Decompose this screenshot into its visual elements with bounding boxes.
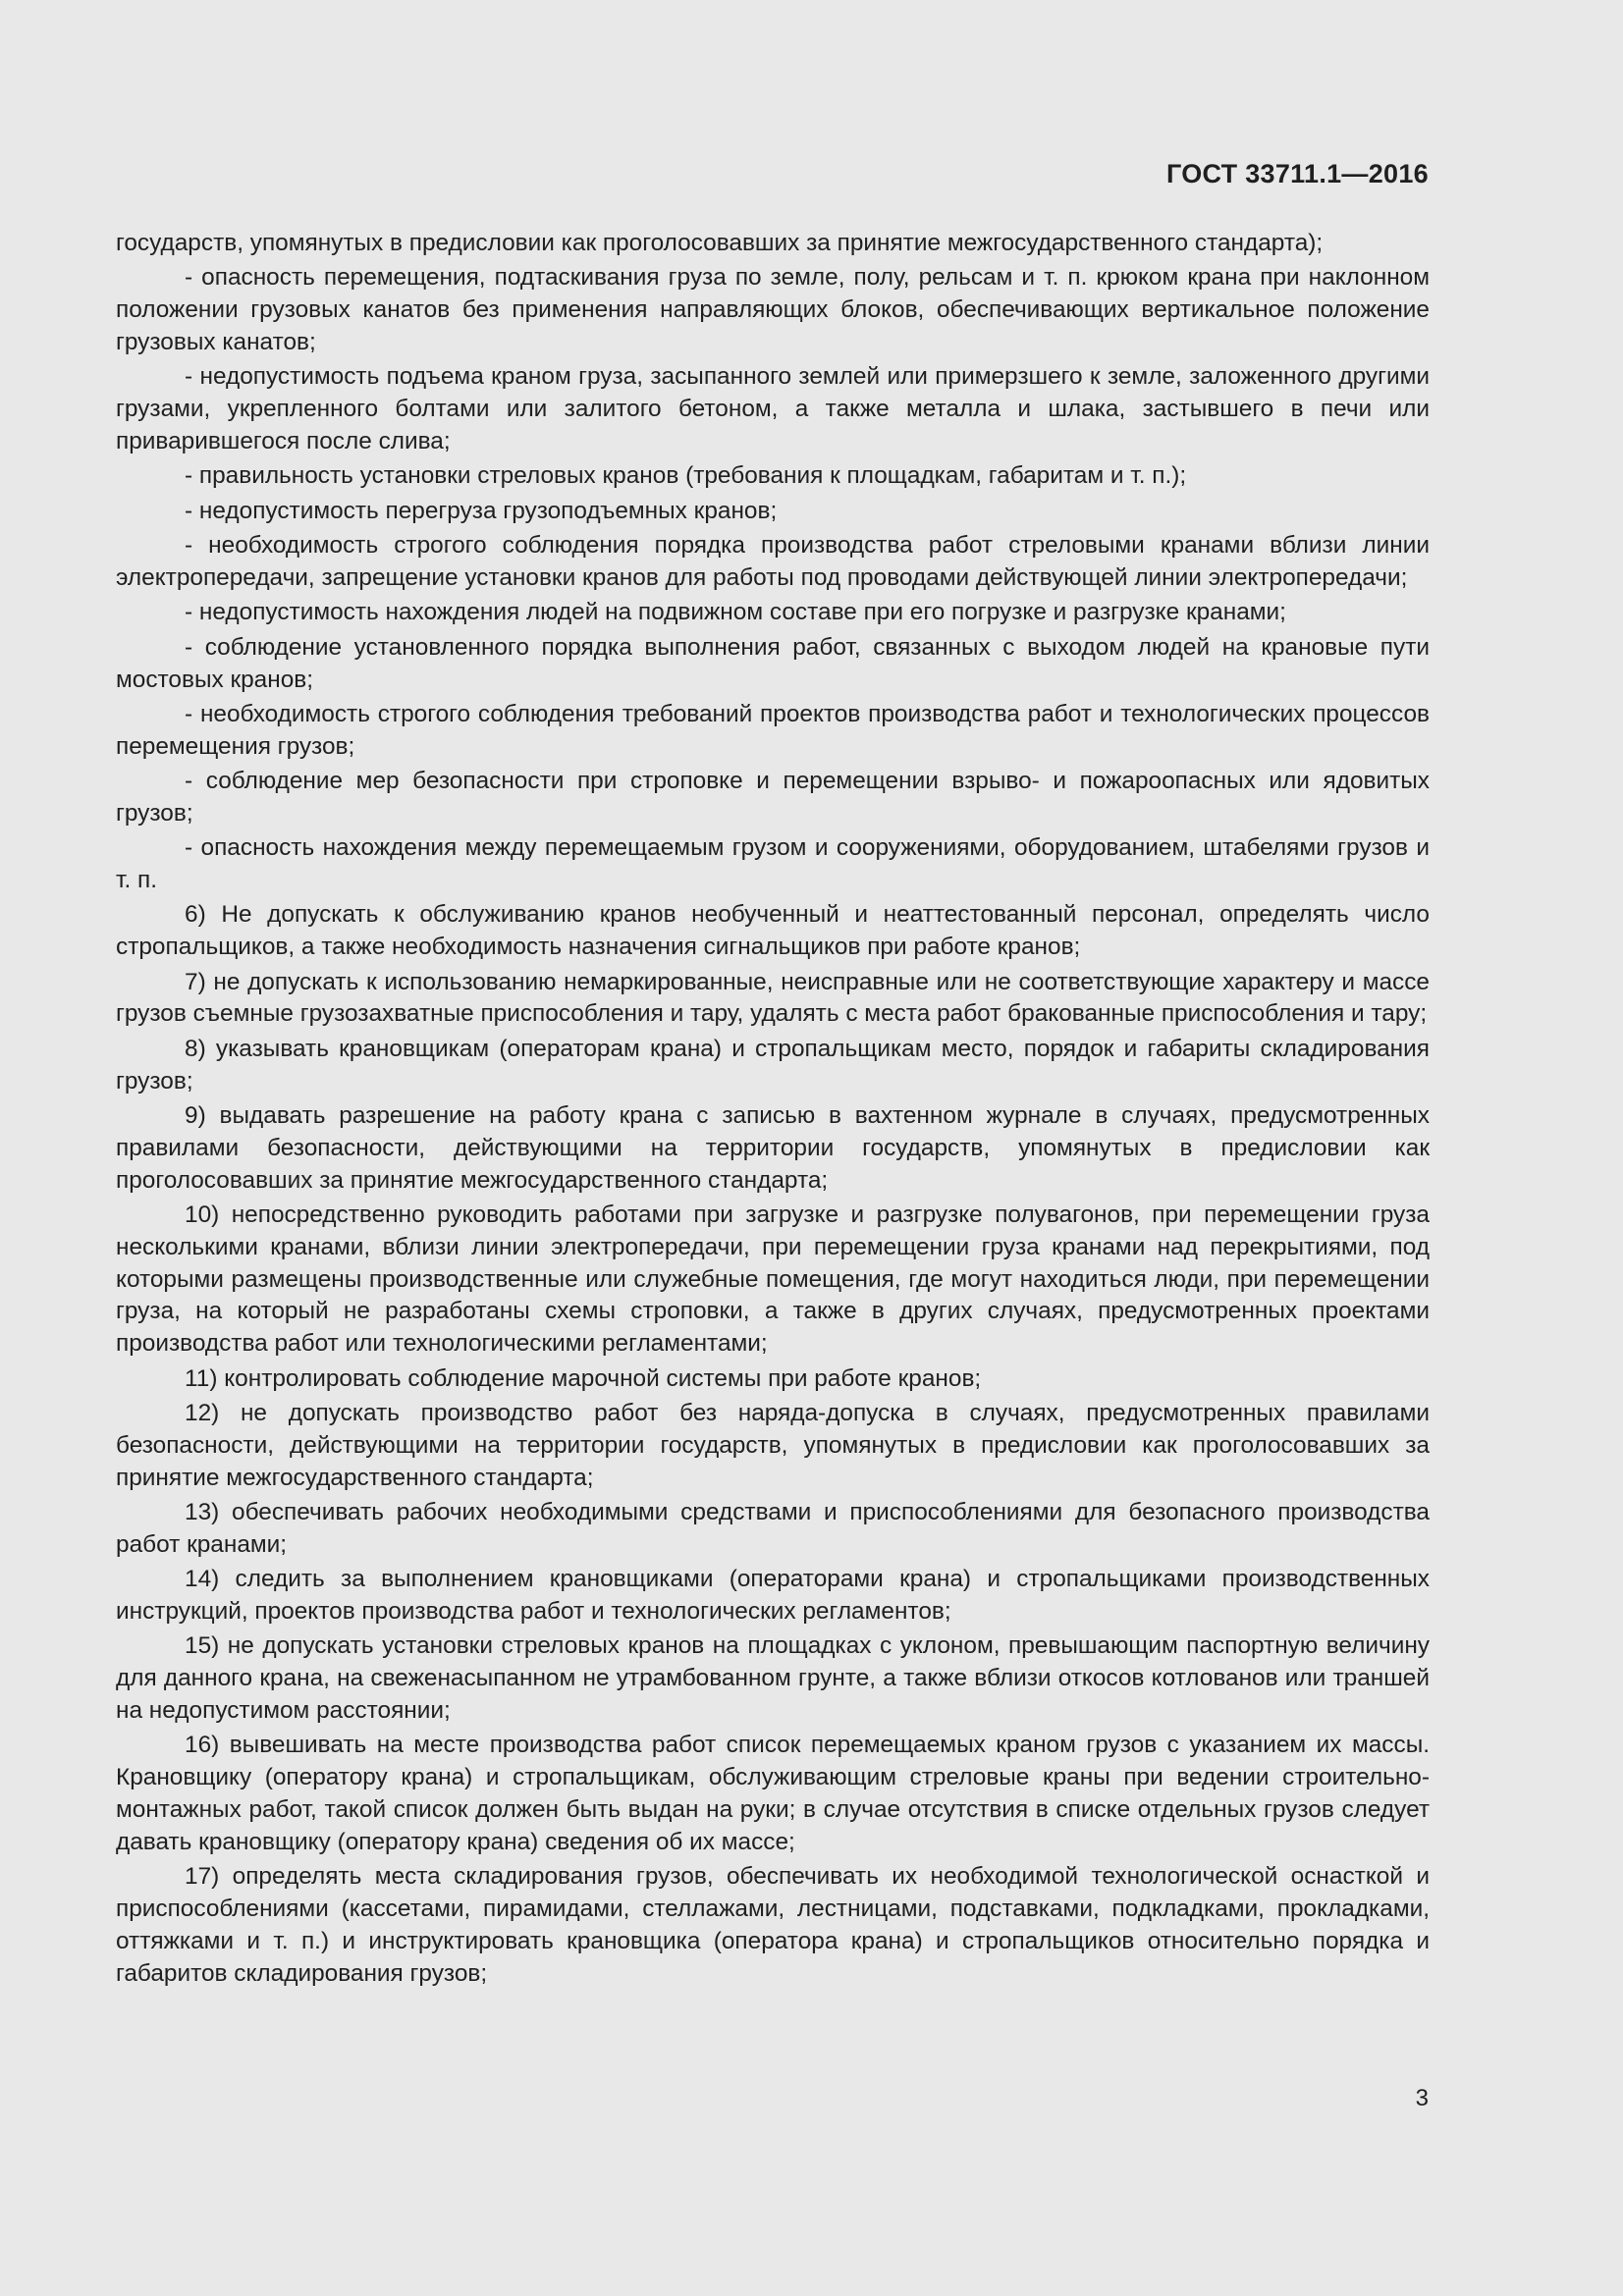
numbered-item: 12) не допускать производство работ без наряда-допуска в случаях, предусмотренных правилами безопасности, действующими на территории государств, упомянутых в предисловии как проголосовавших за принятие межгосударственного стандарта;	[116, 1399, 1430, 1491]
numbered-item: 10) непосредственно руководить работами при загрузке и разгрузке полувагонов, при перемещении груза несколькими кранами, вблизи линии электропередачи, при перемещении груза кранами над перекрытиями, под которыми размещены производственные или служебные помещения, где могут находиться люди, при перемещении груза, на который не разработаны схемы строповки, а также в других случаях, предусмотренных проектами производства работ или технологическими регламентами;	[116, 1201, 1430, 1358]
document-header: ГОСТ 33711.1—2016	[1165, 159, 1429, 188]
paragraph: государств, упомянутых в предисловии как проголосовавших за принятие межгосударственного стандарта);	[116, 230, 1324, 256]
numbered-item: 8) указывать крановщикам (операторам крана) и стропальщикам место, порядок и габариты складирования грузов;	[116, 1035, 1430, 1095]
numbered-item: 15) не допускать установки стреловых кранов на площадках с уклоном, превышающим паспортную величину для данного крана, на свеженасыпанном не утрамбованном грунте, а также вблизи откосов котлованов или траншей на недопустимом расстоянии;	[116, 1632, 1430, 1724]
numbered-item: 16) вывешивать на месте производства работ список перемещаемых краном грузов с указанием их массы. Крановщику (оператору крана) и стропальщикам, обслуживающим стреловые краны при ведении строительно-монтажных работ, такой список должен быть выдан на руки; в случае отсутствия в списке отдельных грузов следует давать крановщику (оператору крана) сведения об их массе;	[116, 1732, 1430, 1855]
page-number: 3	[1415, 2085, 1429, 2111]
numbered-item: 11) контролировать соблюдение марочной системы при работе кранов;	[185, 1364, 982, 1392]
list-item: - необходимость строгого соблюдения требований проектов производства работ и технологических процессов перемещения грузов;	[116, 700, 1430, 760]
numbered-item: 14) следить за выполнением крановщиками (операторами крана) и стропальщиками производственных инструкций, проектов производства работ и технологических регламентов;	[116, 1566, 1430, 1625]
list-item: - недопустимость перегруза грузоподъемных кранов;	[185, 497, 778, 524]
numbered-item: 9) выдавать разрешение на работу крана с записью в вахтенном журнале в случаях, предусмотренных правилами безопасности, действующими на территории государств, упомянутых в предисловии как проголосовавших за принятие межгосударственного стандарта;	[116, 1102, 1430, 1194]
list-item: - недопустимость подъема краном груза, засыпанного землей или примерзшего к земле, заложенного другими грузами, укрепленного болтами или залитого бетоном, а также металла и шлака, застывшего в печи или приварившегося после слива;	[116, 363, 1430, 454]
list-item: - опасность нахождения между перемещаемым грузом и сооружениями, оборудованием, штабелями грузов и т. п.	[116, 834, 1430, 894]
numbered-item: 17) определять места складирования грузов, обеспечивать их необходимой технологической оснасткой и приспособлениями (кассетами, пирамидами, стеллажами, лестницами, подставками, подкладками, прокладками, оттяжками и т. п.) и инструктировать крановщика (оператора крана) и стропальщиков относительно порядка и габаритов складирования грузов;	[116, 1863, 1430, 1987]
numbered-item: 13) обеспечивать рабочих необходимыми средствами и приспособлениями для безопасного производства работ кранами;	[116, 1498, 1430, 1558]
numbered-item: 6) Не допускать к обслуживанию кранов необученный и неаттестованный персонал, определять число стропальщиков, а также необходимость назначения сигнальщиков при работе кранов;	[116, 901, 1430, 961]
list-item: - необходимость строгого соблюдения порядка производства работ стреловыми кранами вблизи линии электропередачи, запрещение установки кранов для работы под проводами действующей линии электропередачи;	[116, 532, 1430, 591]
list-item: - недопустимость нахождения людей на подвижном составе при его погрузке и разгрузке кранами;	[185, 599, 1286, 626]
list-item: - соблюдение установленного порядка выполнения работ, связанных с выходом людей на крановые пути мостовых кранов;	[116, 633, 1430, 693]
numbered-item: 7) не допускать к использованию немаркированные, неисправные или не соответствующие характеру и массе грузов съемные грузозахватные приспособления и тару, удалять с места работ бракованные приспособления и тару;	[116, 968, 1430, 1028]
list-item: - соблюдение мер безопасности при строповке и перемещении взрыво- и пожароопасных или ядовитых грузов;	[116, 768, 1430, 827]
list-item: - правильность установки стреловых кранов (требования к площадкам, габаритам и т. п.);	[185, 462, 1187, 490]
document-body	[116, 228, 1430, 1993]
list-item: - опасность перемещения, подтаскивания груза по земле, полу, рельсам и т. п. крюком крана при наклонном положении грузовых канатов без применения направляющих блоков, обеспечивающих вертикальное положение грузовых канатов;	[116, 264, 1430, 355]
